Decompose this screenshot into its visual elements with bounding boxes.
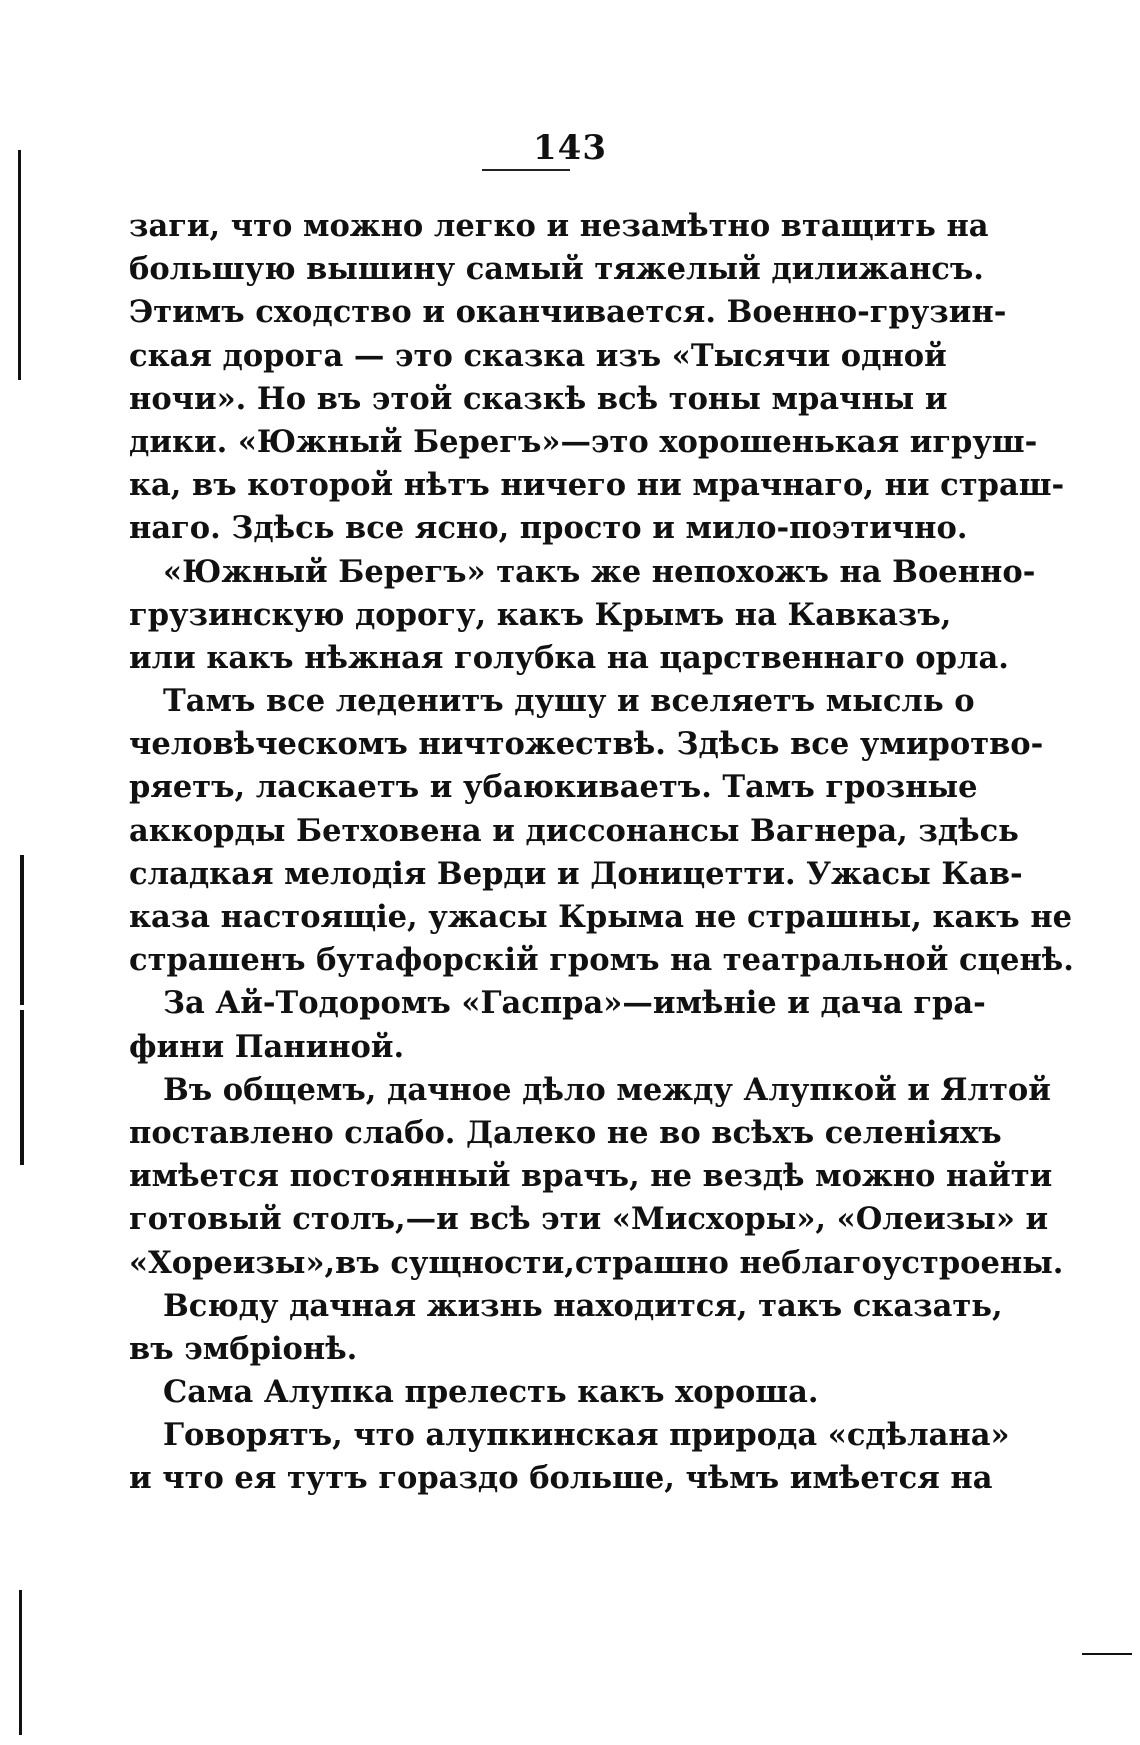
text-line: наго. Здѣсь все ясно, просто и мило-поэтично.	[129, 510, 968, 547]
text-line: большую вышину самый тяжелый дилижансъ.	[129, 251, 984, 288]
body-text	[129, 205, 1074, 1501]
text-line: и что ея тутъ гораздо больше, чѣмъ имѣется на	[129, 1460, 993, 1497]
text-line: дики. «Южный Берегъ»—это хорошенькая игруш-	[129, 423, 1038, 460]
scan-edge-mark	[20, 1010, 24, 1165]
text-line: заги, что можно легко и незамѣтно втащить на	[129, 208, 989, 244]
page-number: 143	[533, 128, 607, 168]
text-line: Въ общемъ, дачное дѣло между Алупкой и Ялтой	[163, 1071, 1051, 1108]
text-line: ночи». Но въ этой сказкѣ всѣ тоны мрачны и	[129, 380, 948, 417]
scan-edge-mark	[1082, 1653, 1132, 1655]
text-line: готовый столъ,—и всѣ эти «Мисхоры», «Олеизы» и	[129, 1201, 1049, 1238]
text-line: Тамъ все леденитъ душу и вселяетъ мысль о	[163, 683, 975, 720]
text-line: или какъ нѣжная голубка на царственнаго орла.	[129, 639, 1009, 676]
text-line: страшенъ бутафорскій громъ на театральной сценѣ.	[129, 942, 1074, 979]
text-line: сладкая мелодія Верди и Доницетти. Ужасы Кав-	[129, 855, 1023, 892]
text-line: въ эмбріонѣ.	[129, 1330, 358, 1367]
text-line: ка, въ которой нѣтъ ничего ни мрачнаго, ни страш-	[129, 467, 1065, 504]
text-line: ряетъ, ласкаетъ и убаюкиваетъ. Тамъ грозные	[129, 769, 978, 806]
scan-edge-mark	[19, 1590, 22, 1735]
text-line: грузинскую дорогу, какъ Крымъ на Кавказъ,	[129, 596, 952, 633]
text-line: За Ай-Тодоромъ «Гаспра»—имѣніе и дача гра-	[163, 985, 986, 1022]
text-line: фини Паниной.	[129, 1028, 405, 1065]
text-line: Этимъ сходство и оканчивается. Военно-грузин-	[129, 294, 1007, 331]
page-number-underline	[482, 169, 570, 171]
text-line: поставлено слабо. Далеко не во всѣхъ селеніяхъ	[129, 1114, 1002, 1151]
text-line: Сама Алупка прелесть какъ хороша.	[163, 1374, 819, 1411]
text-line: Говорятъ, что алупкинская природа «сдѣлана»	[163, 1417, 1010, 1454]
text-line: ская дорога — это сказка изъ «Тысячи одной	[129, 337, 947, 374]
text-line: имѣется постоянный врачъ, не вездѣ можно найти	[129, 1158, 1053, 1195]
text-line: каза настоящіе, ужасы Крыма не страшны, какъ не	[129, 899, 1073, 935]
text-line: человѣческомъ ничтожествѣ. Здѣсь все умиротво-	[129, 726, 1044, 763]
text-line: Всюду дачная жизнь находится, такъ сказать,	[163, 1287, 1003, 1324]
text-line: «Южный Берегъ» такъ же непохожъ на Военно-	[163, 553, 1036, 590]
text-line: аккорды Бетховена и диссонансы Вагнера, здѣсь	[129, 812, 1019, 849]
scan-edge-mark	[18, 150, 21, 380]
text-line: «Хореизы»,въ сущности,страшно неблагоустроены.	[129, 1244, 1064, 1281]
scan-edge-mark	[20, 855, 24, 1005]
